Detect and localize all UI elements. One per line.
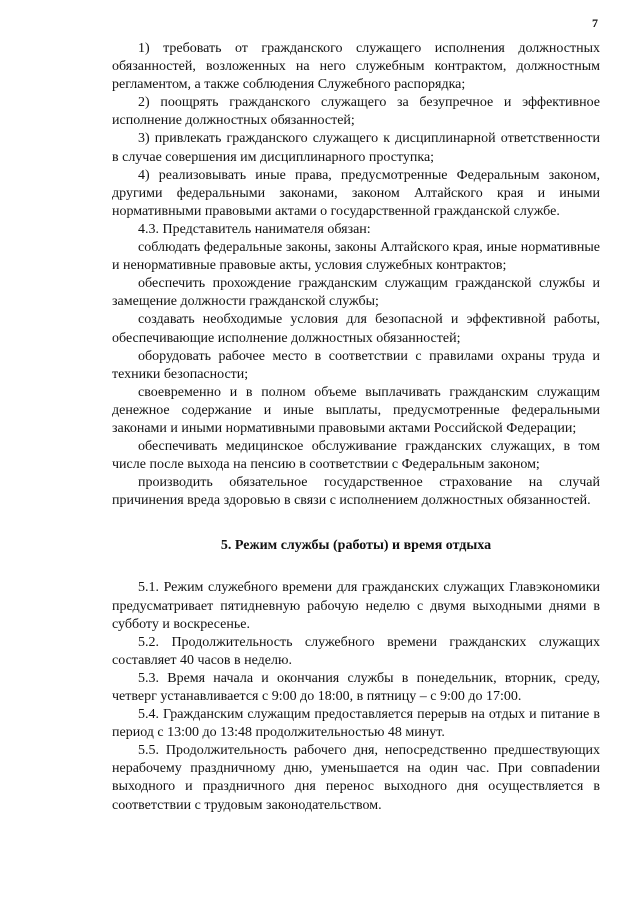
paragraph: соблюдать федеральные законы, законы Алтайского края, иные нормативные и ненормативные правовые акты, условия служебных контрактов;	[112, 240, 600, 274]
paragraph: 5.2. Продолжительность служебного времени гражданских служащих составляет 40 часов в неделю.	[112, 634, 600, 668]
paragraph: оборудовать рабочее место в соответствии с правилами охраны труда и техники безопасности;	[112, 348, 600, 382]
paragraph: производить обязательное государственное страхование на случай причинения вреда здоровью в связи с исполнением должностных обязанностей.	[112, 475, 600, 509]
paragraph: обеспечивать медицинское обслуживание гражданских служащих, в том числе после выхода на пенсию в соответствии с Федеральным законом;	[112, 439, 600, 473]
work-schedule-block	[112, 579, 600, 814]
paragraph: 4.3. Представитель нанимателя обязан:	[138, 221, 371, 237]
paragraph: обеспечить прохождение гражданским служащим гражданской службы и замещение должности гражданской службы;	[112, 276, 600, 310]
rights-and-obligations-block	[112, 40, 600, 510]
paragraph: 5.4. Гражданским служащим предоставляется перерыв на отдых и питание в период с 13:00 до 13:48 продолжительностью 48 минут.	[112, 707, 600, 741]
paragraph: своевременно и в полном объеме выплачивать гражданским служащим денежное содержание и иные выплаты, предусмотренные федеральными законами и иными нормативными правовыми актами Российской Федерации;	[112, 384, 600, 436]
paragraph: 4) реализовывать иные права, предусмотренные Федеральным законом, другими федеральными законами, законом Алтайского края и иными нормативными правовыми актами о государственной гражданской службе.	[112, 167, 600, 219]
paragraph: 2) поощрять гражданского служащего за безупречное и эффективное исполнение должностных обязанностей;	[112, 95, 600, 129]
paragraph: 3) привлекать гражданского служащего к дисциплинарной ответственности в случае совершения им дисциплинарного проступка;	[112, 131, 600, 165]
paragraph: 5.1. Режим служебного времени для гражданских служащих Главэкономики предусматривает пятидневную рабочую неделю с двумя выходными днями в субботу и воскресенье.	[112, 580, 600, 632]
paragraph: 5.3. Время начала и окончания службы в понедельник, вторник, среду, четверг устанавливается с 9:00 до 18:00, в пятницу – с 9:00 до 17:00.	[112, 670, 600, 704]
section-heading: 5. Режим службы (работы) и время отдыха	[220, 538, 492, 554]
paragraph: 1) требовать от гражданского служащего исполнения должностных обязанностей, возложенных на него служебным контрактом, должностным регламентом, а также соблюдения Служебного распорядка;	[112, 41, 600, 93]
paragraph: создавать необходимые условия для безопасной и эффективной работы, обеспечивающие исполнение должностных обязанностей;	[112, 312, 600, 346]
page-number: 7	[592, 16, 598, 30]
paragraph: 5.5. Продолжительность рабочего дня, непосредственно предшествующих нерабочему праздничному дню, уменьшается на один час. При совпаdении выходного и праздничного дня перенос выходного дня осуществляется в соответствии с трудовым законодательством.	[112, 743, 600, 813]
